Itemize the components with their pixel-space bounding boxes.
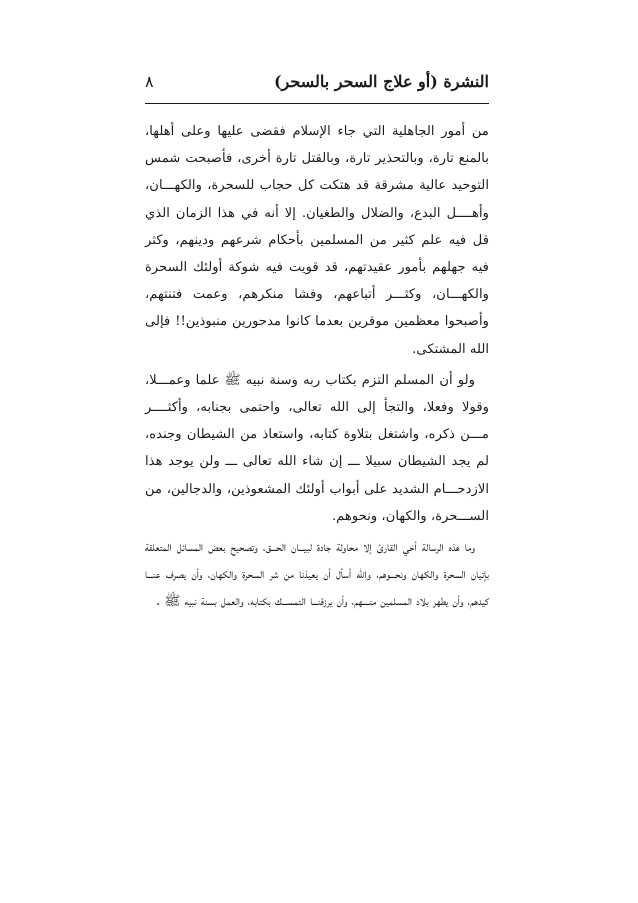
page-number: ٨ [145,72,154,91]
paragraph-2: ولو أن المسلم التزم بكتاب ربه وسنة نبيه ﷺ علما وعمـــلا، وقولا وفعلا، والتجأ إلى الله تعالى، واحتمى بجنابه، وأكثــــر مـــن ذكره، واشتغل بتلاوة كتابه، واستعاذ من الشيطان وجنده، لم يجد الشيطان سبيلا ـــ إن شاء الله تعالى ـــ ولن يوجد هذا الازدحـــام الشديد على أبواب أولئك المشعوذين، والدجالين، من الســـحرة، والكهان، ونحوهم. [145,372,489,524]
paragraph-3: وما هذه الرسالة أخي القارئ إلا محاولة جادة لبيـــان الحـــق، وتصحيح بعض المسائل المتعلقة بإتيان السحرة والكهان ونحـــوهم، والله أسأل أن يعيذنا من شر السحرة والكهان، وأن يصرف عنـــا كيدهم، وأن يطهر بلاد المسلمين منــــهم، وأن يرزقنـــا التمســـك بكتابه، والعمل بسنة نبيه ﷺ . [145,540,489,610]
paragraph-1: من أمور الجاهلية التي جاء الإسلام فقضى عليها وعلى أهلها، بالمنع تارة، وبالتحذير تارة، وبالقتل تارة أخرى، فأصبحت شمس التوحيد عالية مشرقة قد هتكت كل حجاب للسحرة، والكهـــان، وأهــــل البدع، والضلال والطغيان. إلا أنه في هذا الزمان الذي قل فيه علم كثير من المسلمين بأحكام شرعهم ودينهم، وكثر فيه جهلهم بأمور عقيدتهم، قد قويت فيه شوكة أولئك السحرة والكهـــان، وكثـــر أتباعهم، وفشا منكرهم، وعمت فتنتهم، وأصبحوا معظمين موقرين بعدما كانوا مدحورين منبوذين!! فإلى الله المشتكى. [145,124,489,357]
body-text [145,118,489,620]
running-header [145,64,489,98]
header-divider [145,103,489,104]
header-title: النشرة (أو علاج السحر بالسحر) [273,72,489,91]
